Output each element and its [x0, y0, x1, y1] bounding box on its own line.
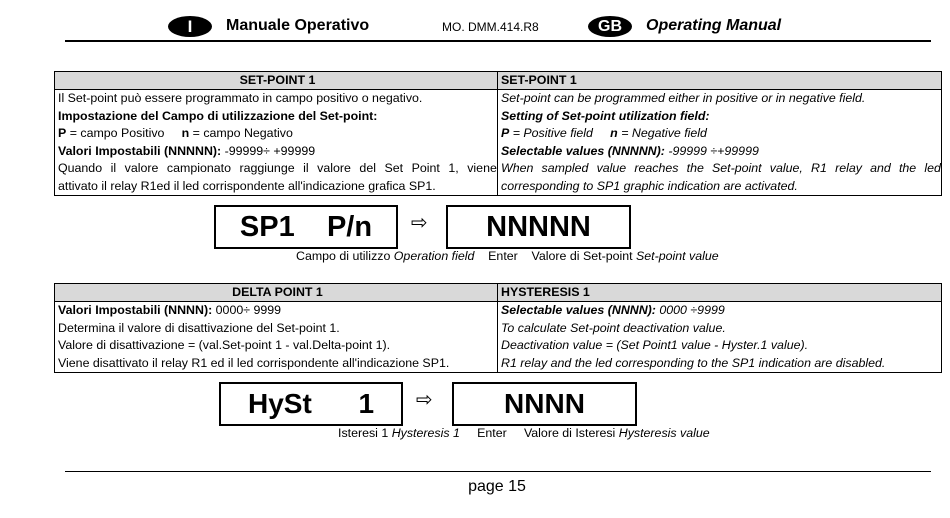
hysteresis-en-line: Selectable values (NNNN): 0000 ÷9999	[501, 303, 725, 317]
hysteresis-table	[54, 283, 942, 373]
delta-it-line: Viene disattivato il relay R1 ed il led corrispondente all'indicazione SP1.	[58, 355, 450, 370]
setpoint-value-display: NNNNN	[446, 205, 631, 249]
italian-manual-title: Manuale Operativo	[226, 17, 370, 34]
document-code: MO. DMM.414.R8	[442, 20, 539, 34]
setpoint-it-text	[55, 90, 498, 196]
setpoint-it-line: P = campo Positivo n = campo Negativo	[58, 126, 293, 140]
footer-divider	[65, 471, 931, 472]
delta-it-line: Valori Impostabili (NNNN): 0000÷ 9999	[58, 303, 282, 317]
delta-it-line: Determina il valore di disattivazione del Set-point 1.	[58, 320, 340, 335]
italian-language-badge: I	[168, 16, 212, 37]
delta-it-text	[55, 302, 498, 373]
hysteresis-value-display: NNNN	[452, 382, 637, 426]
english-language-badge: GB	[588, 16, 632, 37]
hysteresis-en-text	[498, 302, 942, 373]
setpoint-field-display: SP1 P/n	[214, 205, 398, 249]
right-arrow-icon: ⇨	[416, 389, 433, 411]
setpoint-en-line: Set-point can be programmed either in positive or in negative field.	[501, 91, 866, 105]
hysteresis-display-caption: Isteresi 1 Hysteresis 1 Enter Valore di Isteresi Hysteresis value	[338, 426, 710, 440]
setpoint-en-line: P = Positive field n = Negative field	[501, 126, 707, 140]
setpoint-en-line-justified: When sampled value reaches the Set-point value, R1 relay and the led	[501, 161, 941, 175]
hysteresis-en-line: R1 relay and the led corresponding to the SP1 indication are disabled.	[501, 355, 886, 370]
setpoint-it-line-justified: Quando il valore campionato raggiunge il valore del Set Point 1, viene	[58, 161, 497, 175]
setpoint-en-line: Selectable values (NNNNN): -99999 ÷+99999	[501, 143, 759, 158]
setpoint-display-caption: Campo di utilizzo Operation field Enter Valore di Set-point Set-point value	[296, 249, 719, 263]
setpoint-en-line: corresponding to SP1 graphic indication are activated.	[501, 178, 798, 193]
hysteresis-field-display: HySt 1	[219, 382, 403, 426]
delta-it-heading: DELTA POINT 1	[55, 284, 498, 302]
english-manual-title: Operating Manual	[646, 17, 782, 34]
page-number: page 15	[468, 478, 526, 495]
header-divider	[65, 40, 931, 42]
setpoint-it-heading: SET-POINT 1	[55, 72, 498, 90]
setpoint-en-text	[498, 90, 942, 196]
setpoint-it-line: attivato il relay R1ed il led corrispondente all'indicazione grafica SP1.	[58, 178, 436, 193]
setpoint-it-line: Valori Impostabili (NNNNN): -99999÷ +99999	[58, 143, 316, 158]
hysteresis-en-line: To calculate Set-point deactivation value.	[501, 320, 726, 335]
right-arrow-icon: ⇨	[411, 212, 428, 234]
setpoint-it-line: Il Set-point può essere programmato in campo positivo o negativo.	[58, 91, 423, 105]
setpoint-en-line: Setting of Set-point utilization field:	[501, 108, 710, 123]
hysteresis-en-heading: HYSTERESIS 1	[498, 284, 942, 302]
hysteresis-en-line: Deactivation value = (Set Point1 value - Hyster.1 value).	[501, 338, 809, 352]
setpoint-en-heading: SET-POINT 1	[498, 72, 942, 90]
delta-it-line: Valore di disattivazione = (val.Set-point 1 - val.Delta-point 1).	[58, 338, 391, 352]
setpoint-it-line: Impostazione del Campo di utilizzazione del Set-point:	[58, 108, 378, 123]
setpoint-table	[54, 71, 942, 196]
